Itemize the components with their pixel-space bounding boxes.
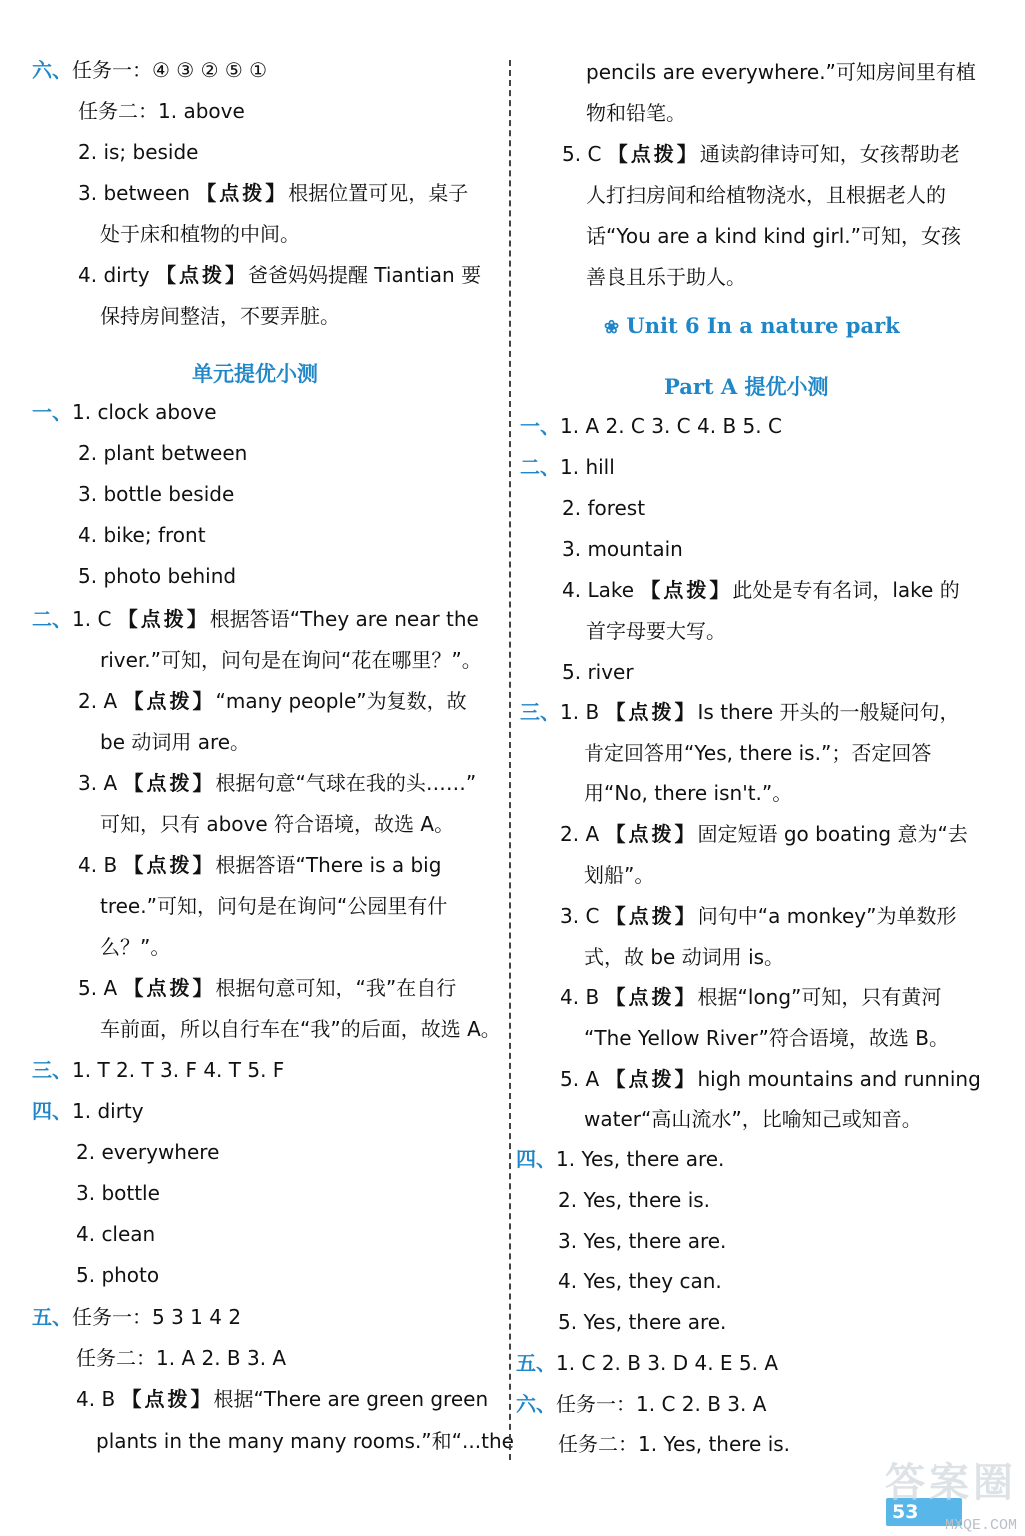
answer-text: 5. A xyxy=(78,976,118,1000)
section-number: 六、 xyxy=(32,58,72,82)
answer-line xyxy=(100,886,447,926)
unit-title-text: Unit 6 In a nature park xyxy=(626,313,900,338)
answer-line xyxy=(562,570,960,610)
answer-text: 物和铅笔。 xyxy=(586,101,686,125)
answer-line xyxy=(76,1338,286,1378)
answer-text: 划船”。 xyxy=(584,863,655,887)
answer-text: 2. A xyxy=(78,689,118,713)
answer-line xyxy=(560,896,957,936)
answer-text: 1. A 2. C 3. C 4. B 5. C xyxy=(560,414,782,438)
answer-text: 2. Yes, there is. xyxy=(558,1188,711,1212)
answer-line xyxy=(586,175,946,215)
answer-line xyxy=(32,1297,241,1337)
answer-text: 1. T 2. T 3. F 4. T 5. F xyxy=(72,1058,285,1082)
answer-text: 3. A xyxy=(78,771,118,795)
answer-line xyxy=(78,474,234,514)
section-number: 二、 xyxy=(32,607,72,631)
answer-line xyxy=(562,134,960,174)
answer-text: 4. dirty xyxy=(78,263,150,287)
section-heading: 单元提优小测 xyxy=(192,361,318,386)
answer-text: 么？”。 xyxy=(100,935,171,959)
answer-line xyxy=(78,763,476,803)
answer-line xyxy=(76,1214,155,1254)
answer-text: 5. Yes, there are. xyxy=(558,1310,727,1334)
answer-text: 1. clock above xyxy=(72,400,217,424)
tip-text: 根据位置可见，桌子 xyxy=(288,181,469,205)
answer-line xyxy=(558,1261,722,1301)
answer-line xyxy=(100,296,340,336)
answer-line xyxy=(560,977,941,1017)
answer-text: 2. is; beside xyxy=(78,140,199,164)
answer-text: 1. Yes, there are. xyxy=(556,1147,725,1171)
answer-text: 5. A xyxy=(560,1067,600,1091)
tip-text: 爸爸妈妈提醒 Tiantian 要 xyxy=(247,263,482,287)
tip-text: 问句中“a monkey”为单数形 xyxy=(697,904,957,928)
answer-line xyxy=(516,1384,766,1424)
answer-text: 4. B xyxy=(76,1387,116,1411)
answer-text: 4. clean xyxy=(76,1222,156,1246)
answer-text: 用“No, there isn't.”。 xyxy=(584,781,793,805)
tip-text: 根据“long”可知，只有黄河 xyxy=(697,985,942,1009)
answer-line xyxy=(562,652,634,692)
tip-text: 通读韵律诗可知，女孩帮助老 xyxy=(699,142,960,166)
answer-line xyxy=(32,50,267,90)
answer-text: 3. mountain xyxy=(562,537,683,561)
section-number: 六、 xyxy=(516,1392,556,1416)
answer-line xyxy=(584,1099,922,1139)
answer-text: 保持房间整洁，不要弄脏。 xyxy=(100,304,340,328)
answer-line xyxy=(100,927,170,967)
answer-line xyxy=(100,722,250,762)
answer-text: 2. plant between xyxy=(78,441,248,465)
answer-line xyxy=(32,1050,284,1090)
unit-title xyxy=(604,313,900,338)
answer-text: 5. river xyxy=(562,660,634,684)
answer-line xyxy=(78,433,247,473)
answer-line xyxy=(520,406,782,446)
section-number: 五、 xyxy=(516,1351,556,1375)
tip-label: 【点拨】 xyxy=(605,822,698,846)
answer-text: 任务一：④ ③ ② ⑤ ① xyxy=(72,58,268,82)
answer-line xyxy=(584,1018,949,1058)
answer-text: 5. C xyxy=(562,142,602,166)
answer-text: 5. photo xyxy=(76,1263,160,1287)
section-number: 四、 xyxy=(32,1099,72,1123)
answer-text: 1. C 2. B 3. D 4. E 5. A xyxy=(556,1351,779,1375)
answer-text: water“高山流水”，比喻知己或知音。 xyxy=(584,1107,922,1131)
section-number: 三、 xyxy=(32,1058,72,1082)
answer-line xyxy=(100,214,300,254)
answer-line xyxy=(586,52,976,92)
tip-label: 【点拨】 xyxy=(605,700,698,724)
section-number: 四、 xyxy=(516,1147,556,1171)
answer-text: 式，故 be 动词用 is。 xyxy=(584,945,785,969)
answer-line xyxy=(584,855,654,895)
answer-line xyxy=(78,968,456,1008)
answer-line xyxy=(560,814,968,854)
tip-text: 根据句意“气球在我的头……” xyxy=(215,771,477,795)
tip-text: 此处是专有名词，lake 的 xyxy=(732,578,960,602)
answer-text: 任务一：5 3 1 4 2 xyxy=(72,1305,242,1329)
answer-line xyxy=(558,1221,726,1261)
tip-label: 【点拨】 xyxy=(123,689,216,713)
section-number: 一、 xyxy=(520,414,560,438)
tip-label: 【点拨】 xyxy=(123,771,216,795)
answer-line xyxy=(100,804,454,844)
page-number: 53 xyxy=(886,1498,962,1526)
answer-line xyxy=(558,1424,790,1464)
answer-text: 4. Yes, they can. xyxy=(558,1269,722,1293)
answer-text: 任务二：1. Yes, there is. xyxy=(558,1432,791,1456)
answer-text: 3. Yes, there are. xyxy=(558,1229,727,1253)
answer-line xyxy=(558,1302,726,1342)
answer-line xyxy=(520,447,615,487)
tip-label: 【点拨】 xyxy=(123,853,216,877)
section-number: 三、 xyxy=(520,700,560,724)
answer-text: 2. A xyxy=(560,822,600,846)
answer-text: 车前面，所以自行车在“我”的后面，故选 A。 xyxy=(100,1017,501,1041)
column-divider xyxy=(509,60,511,1460)
answer-text: 处于床和植物的中间。 xyxy=(100,222,300,246)
answer-line xyxy=(78,556,236,596)
answer-line xyxy=(558,1180,710,1220)
answer-text: 1. hill xyxy=(560,455,615,479)
answer-line xyxy=(586,216,961,256)
answer-line xyxy=(78,845,441,885)
answer-line xyxy=(516,1139,724,1179)
answer-text: 善良且乐于助人。 xyxy=(586,265,746,289)
tip-label: 【点拨】 xyxy=(605,1067,698,1091)
tip-label: 【点拨】 xyxy=(640,578,733,602)
answer-line xyxy=(586,257,746,297)
answer-line xyxy=(584,773,792,813)
tip-text: 根据答语“They are near the xyxy=(209,607,479,631)
answer-text: 话“You are a kind kind girl.”可知，女孩 xyxy=(586,224,961,248)
answer-text: 可知，只有 above 符合语境，故选 A。 xyxy=(100,812,455,836)
tip-label: 【点拨】 xyxy=(155,263,248,287)
answer-text: 3. C xyxy=(560,904,600,928)
answer-line xyxy=(78,173,468,213)
answer-line xyxy=(586,93,686,133)
answer-line xyxy=(562,488,645,528)
tip-text: 固定短语 go boating 意为“去 xyxy=(697,822,968,846)
answer-line xyxy=(520,692,959,732)
answer-line xyxy=(516,1343,778,1383)
answer-text: tree.”可知，问句是在询问“公园里有什 xyxy=(100,894,448,918)
answer-text: 人打扫房间和给植物浇水，且根据老人的 xyxy=(586,183,946,207)
answer-text: 3. bottle xyxy=(76,1181,160,1205)
answer-line xyxy=(584,937,784,977)
tip-text: 根据句意可知，“我”在自行 xyxy=(215,976,457,1000)
answer-text: 4. B xyxy=(560,985,600,1009)
answer-line xyxy=(78,515,206,555)
answer-text: 首字母要大写。 xyxy=(586,619,726,643)
answer-line xyxy=(100,1009,501,1049)
paw-icon: ❀ xyxy=(604,317,620,338)
section-number: 一、 xyxy=(32,400,72,424)
answer-text: 3. bottle beside xyxy=(78,482,235,506)
tip-text: 根据“There are green green xyxy=(213,1387,489,1411)
answer-text: 任务一：1. C 2. B 3. A xyxy=(556,1392,767,1416)
answer-text: 4. bike; front xyxy=(78,523,206,547)
tip-label: 【点拨】 xyxy=(123,976,216,1000)
section-heading: Part A 提优小测 xyxy=(664,374,829,399)
answer-line xyxy=(78,132,199,172)
watermark-url: MXQE.COM xyxy=(944,1517,1017,1534)
tip-label: 【点拨】 xyxy=(196,181,289,205)
tip-label: 【点拨】 xyxy=(605,904,698,928)
answer-text: 2. everywhere xyxy=(76,1140,220,1164)
answer-text: 1. dirty xyxy=(72,1099,144,1123)
answer-text: “The Yellow River”符合语境，故选 B。 xyxy=(584,1026,949,1050)
tip-text: high mountains and running xyxy=(697,1067,981,1091)
answer-text: 任务二：1. above xyxy=(78,99,245,123)
tip-text: 根据答语“There is a big xyxy=(215,853,442,877)
answer-line xyxy=(584,733,931,773)
answer-text: 2. forest xyxy=(562,496,646,520)
answer-text: 1. C xyxy=(72,607,112,631)
answer-text: 5. photo behind xyxy=(78,564,237,588)
tip-text: Is there 开头的一般疑问句， xyxy=(697,700,960,724)
tip-label: 【点拨】 xyxy=(121,1387,214,1411)
answer-line xyxy=(96,1421,514,1461)
answer-text: 任务二：1. A 2. B 3. A xyxy=(76,1346,287,1370)
answer-line xyxy=(76,1255,159,1295)
answer-line xyxy=(560,1059,981,1099)
answer-text: 1. B xyxy=(560,700,600,724)
answer-line xyxy=(78,255,481,295)
answer-line xyxy=(562,529,683,569)
watermark-logo: 答案圈 xyxy=(885,1460,1017,1506)
tip-text: “many people”为复数，故 xyxy=(215,689,467,713)
answer-text: 4. Lake xyxy=(562,578,635,602)
section-number: 五、 xyxy=(32,1305,72,1329)
section-number: 二、 xyxy=(520,455,560,479)
answer-line xyxy=(78,681,467,721)
answer-line xyxy=(32,1091,144,1131)
answer-line xyxy=(78,91,245,131)
answer-line xyxy=(586,611,726,651)
answer-line xyxy=(100,640,482,680)
answer-line xyxy=(76,1173,160,1213)
answer-text: 4. B xyxy=(78,853,118,877)
answer-text: 3. between xyxy=(78,181,190,205)
answer-text: river.”可知，问句是在询问“花在哪里？”。 xyxy=(100,648,482,672)
tip-label: 【点拨】 xyxy=(605,985,698,1009)
answer-line xyxy=(32,392,217,432)
answer-text: pencils are everywhere.”可知房间里有植 xyxy=(586,60,976,84)
answer-text: be 动词用 are。 xyxy=(100,730,251,754)
tip-label: 【点拨】 xyxy=(607,142,700,166)
tip-label: 【点拨】 xyxy=(117,607,210,631)
answer-text: plants in the many many rooms.”和“...the xyxy=(96,1429,514,1453)
answer-line xyxy=(76,1132,219,1172)
answer-line xyxy=(76,1379,488,1419)
answer-line xyxy=(32,599,479,639)
answer-text: 肯定回答用“Yes, there is.”；否定回答 xyxy=(584,741,932,765)
